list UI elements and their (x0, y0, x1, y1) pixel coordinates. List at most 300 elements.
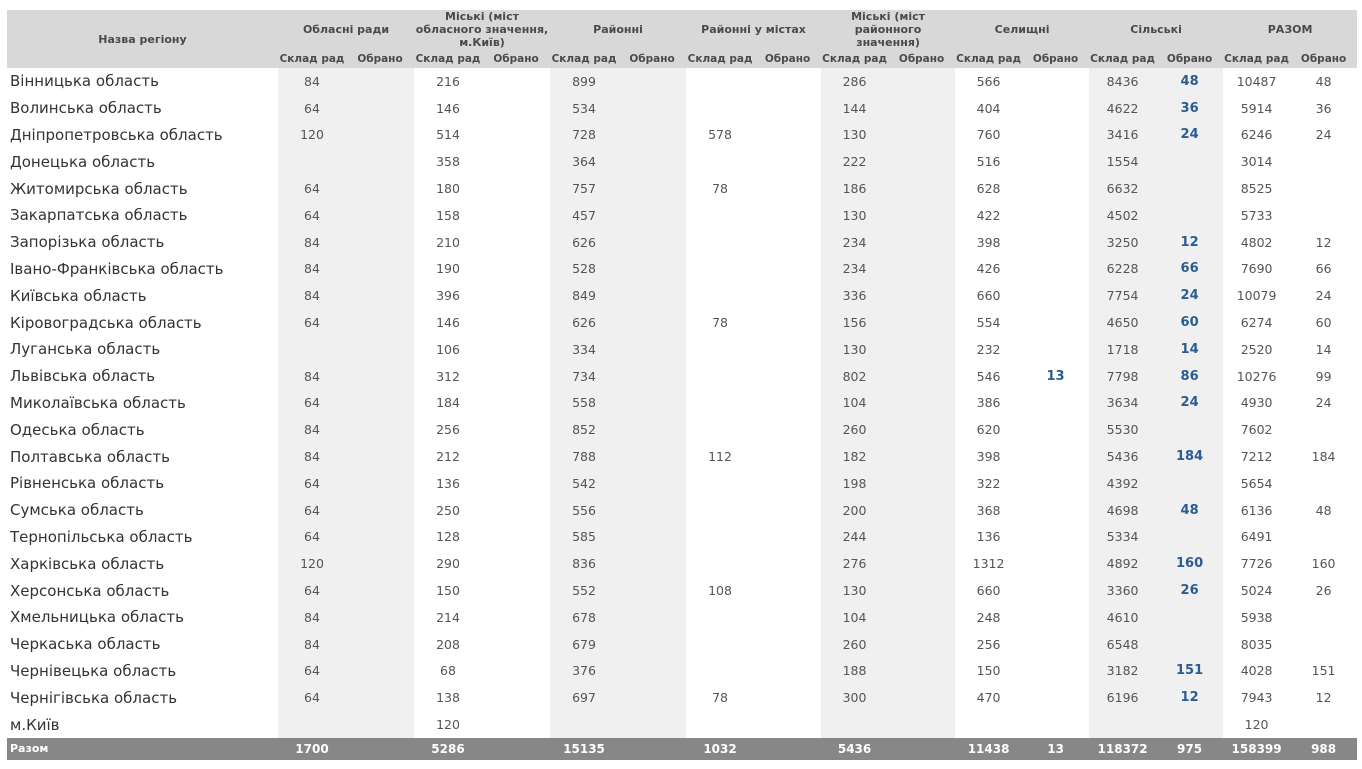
total-elected-cell: 975 (1156, 738, 1223, 760)
elected-cell (346, 202, 414, 229)
elected-cell (1022, 282, 1089, 309)
council-size-cell (686, 497, 754, 524)
council-size-cell: 130 (821, 577, 888, 604)
table-row (7, 175, 1357, 202)
council-size-cell: 64 (278, 202, 346, 229)
council-size-cell: 364 (550, 148, 618, 175)
elected-cell (482, 95, 550, 122)
table-row (7, 631, 1357, 658)
elected-cell (754, 229, 821, 256)
council-size-cell: 322 (976, 475, 1001, 491)
council-size-cell: 514 (436, 127, 460, 143)
council-size-cell: 312 (436, 368, 460, 384)
council-size-cell: 1554 (1089, 148, 1156, 175)
elected-cell (482, 336, 550, 363)
council-size-cell: 198 (821, 470, 888, 497)
elected-cell (888, 416, 955, 443)
council-size-cell: 300 (821, 684, 888, 711)
elected-cell (618, 122, 686, 149)
council-size-cell: 78 (712, 315, 728, 331)
council-size-cell (686, 550, 754, 577)
elected-cell (754, 175, 821, 202)
column-group-city-oblast: Міські (міст обласного значення, м.Київ) (415, 10, 549, 49)
council-size-cell: 802 (821, 363, 888, 390)
council-size-cell: 190 (436, 261, 460, 277)
table-row (7, 148, 1357, 175)
elected-cell (888, 524, 955, 551)
elected-cell (346, 631, 414, 658)
elected-cell (754, 577, 821, 604)
elected-cell (482, 256, 550, 283)
council-size-cell: 158 (436, 207, 460, 223)
region-name: Львівська область (10, 367, 156, 386)
table-row (7, 68, 1357, 95)
elected-cell (346, 684, 414, 711)
elected-cell (618, 390, 686, 417)
elected-cell (618, 550, 686, 577)
elected-cell (754, 363, 821, 390)
elected-cell (1022, 229, 1089, 256)
elected-cell (482, 122, 550, 149)
elected-cell (482, 604, 550, 631)
elected-cell (618, 470, 686, 497)
elected-cell (482, 416, 550, 443)
elected-cell: 12 (1156, 229, 1223, 256)
column-header-council-size[interactable]: Склад рад (550, 49, 618, 68)
council-size-cell: 10487 (1236, 73, 1277, 89)
elected-cell: 66 (1156, 256, 1223, 283)
council-size-cell: 64 (278, 497, 346, 524)
elected-cell (1156, 631, 1223, 658)
council-size-cell: 396 (436, 288, 460, 304)
elected-cell (346, 416, 414, 443)
elected-cell (1022, 202, 1089, 229)
council-size-cell: 10079 (1236, 288, 1277, 304)
council-size-cell: 4622 (1089, 95, 1156, 122)
council-size-cell: 64 (278, 390, 346, 417)
elected-cell (888, 631, 955, 658)
council-size-cell: 78 (712, 690, 728, 706)
elected-cell: 151 (1156, 658, 1223, 685)
council-size-cell: 64 (278, 175, 346, 202)
elected-cell (1022, 175, 1089, 202)
elected-cell (888, 684, 955, 711)
elected-cell (618, 336, 686, 363)
council-size-cell: 6228 (1089, 256, 1156, 283)
elected-cell (754, 282, 821, 309)
elected-cell (482, 202, 550, 229)
elected-cell (618, 604, 686, 631)
region-name: Кіровоградська область (10, 313, 202, 332)
council-size-cell: 182 (821, 443, 888, 470)
column-header-elected[interactable]: Обрано (888, 49, 955, 68)
council-size-cell: 106 (436, 341, 460, 357)
elected-cell: 36 (1156, 95, 1223, 122)
council-size-cell (686, 416, 754, 443)
elected-cell: 60 (1156, 309, 1223, 336)
elected-cell (346, 658, 414, 685)
council-size-cell: 128 (436, 529, 460, 545)
council-size-cell: 5654 (1240, 475, 1273, 491)
elected-cell (346, 148, 414, 175)
council-size-cell: 457 (550, 202, 618, 229)
council-size-cell: 697 (550, 684, 618, 711)
elected-cell (754, 202, 821, 229)
council-size-cell: 200 (821, 497, 888, 524)
elected-cell: 24 (1315, 288, 1332, 304)
council-size-cell: 64 (278, 684, 346, 711)
council-size-cell: 6632 (1089, 175, 1156, 202)
council-size-cell: 1312 (972, 556, 1005, 572)
table-row (7, 497, 1357, 524)
total-elected-cell (888, 738, 955, 760)
elected-cell (618, 95, 686, 122)
council-size-cell: 112 (708, 449, 732, 465)
region-name: м.Київ (10, 715, 60, 734)
elected-cell (1290, 175, 1357, 202)
elected-cell (888, 443, 955, 470)
elected-cell (754, 550, 821, 577)
council-size-cell: 256 (436, 422, 460, 438)
table-row (7, 524, 1357, 551)
column-header-elected[interactable]: Обрано (482, 49, 550, 68)
elected-cell (618, 497, 686, 524)
council-size-cell: 336 (821, 282, 888, 309)
council-size-cell: 84 (278, 68, 346, 95)
elected-cell: 12 (1156, 684, 1223, 711)
council-size-cell: 104 (821, 604, 888, 631)
council-size-cell: 260 (821, 631, 888, 658)
elected-cell (888, 390, 955, 417)
council-size-cell: 3360 (1089, 577, 1156, 604)
council-results-table (7, 10, 1357, 760)
council-size-cell: 210 (436, 234, 460, 250)
council-size-cell: 3634 (1089, 390, 1156, 417)
council-size-cell: 84 (278, 416, 346, 443)
elected-cell (618, 524, 686, 551)
council-size-cell: 534 (550, 95, 618, 122)
column-header-region[interactable]: Назва регіону (7, 10, 278, 68)
elected-cell (754, 524, 821, 551)
elected-cell (346, 229, 414, 256)
elected-cell (754, 631, 821, 658)
table-footer (7, 738, 1357, 760)
council-size-cell: 286 (821, 68, 888, 95)
elected-cell: 24 (1156, 122, 1223, 149)
council-size-cell: 256 (976, 636, 1001, 652)
council-size-cell: 64 (278, 470, 346, 497)
council-size-cell: 4930 (1240, 395, 1273, 411)
column-header-elected[interactable]: Обрано (754, 49, 821, 68)
council-size-cell: 788 (550, 443, 618, 470)
council-size-cell: 542 (550, 470, 618, 497)
council-size-cell: 8525 (1240, 181, 1273, 197)
council-size-cell: 4698 (1089, 497, 1156, 524)
elected-cell (482, 550, 550, 577)
council-size-cell: 404 (976, 100, 1001, 116)
council-size-cell: 470 (976, 690, 1001, 706)
table-row (7, 550, 1357, 577)
elected-cell (482, 363, 550, 390)
council-size-cell: 376 (550, 658, 618, 685)
council-size-cell: 156 (821, 309, 888, 336)
council-size-cell: 852 (550, 416, 618, 443)
council-size-cell: 84 (278, 256, 346, 283)
column-header-elected[interactable]: Обрано (618, 49, 686, 68)
elected-cell (888, 95, 955, 122)
column-group-settlement: Селищні (955, 10, 1089, 49)
elected-cell: 48 (1156, 68, 1223, 95)
council-size-cell (686, 282, 754, 309)
council-size-cell (821, 711, 888, 738)
council-size-cell: 734 (550, 363, 618, 390)
elected-cell (754, 658, 821, 685)
elected-cell (1022, 443, 1089, 470)
council-size-cell: 104 (821, 390, 888, 417)
elected-cell: 24 (1315, 127, 1332, 143)
elected-cell (754, 604, 821, 631)
elected-cell (1290, 148, 1357, 175)
elected-cell (888, 229, 955, 256)
column-header-council-size[interactable]: Склад рад (278, 49, 346, 68)
council-size-cell: 7754 (1089, 282, 1156, 309)
region-name: Сумська область (10, 501, 144, 520)
elected-cell (346, 122, 414, 149)
total-elected-cell: 13 (1022, 738, 1089, 760)
total-council-size-cell: 1700 (278, 738, 346, 760)
elected-cell (754, 68, 821, 95)
council-size-cell: 422 (976, 207, 1001, 223)
elected-cell (346, 363, 414, 390)
region-name: Луганська область (10, 340, 161, 359)
total-council-size-cell: 158399 (1223, 738, 1290, 760)
council-size-cell: 3182 (1089, 658, 1156, 685)
council-size-cell: 4650 (1089, 309, 1156, 336)
elected-cell (482, 148, 550, 175)
elected-cell (888, 68, 955, 95)
council-size-cell: 3416 (1089, 122, 1156, 149)
region-name: Миколаївська область (10, 393, 186, 412)
table-row (7, 416, 1357, 443)
elected-cell (618, 256, 686, 283)
elected-cell (1022, 470, 1089, 497)
region-name: Чернівецька область (10, 661, 177, 680)
council-size-cell: 248 (976, 609, 1001, 625)
council-size-cell: 146 (436, 100, 460, 116)
elected-cell (618, 684, 686, 711)
council-size-cell (686, 256, 754, 283)
elected-cell: 36 (1315, 100, 1332, 116)
column-group-village: Сільські (1089, 10, 1223, 49)
elected-cell (888, 363, 955, 390)
elected-cell (346, 68, 414, 95)
council-size-cell: 4892 (1089, 550, 1156, 577)
elected-cell (482, 497, 550, 524)
elected-cell (346, 443, 414, 470)
elected-cell (1022, 497, 1089, 524)
council-size-cell (955, 711, 1022, 738)
council-size-cell: 216 (436, 73, 460, 89)
table-row (7, 309, 1357, 336)
elected-cell (1290, 470, 1357, 497)
council-size-cell: 276 (821, 550, 888, 577)
elected-cell (888, 122, 955, 149)
elected-cell (888, 309, 955, 336)
council-size-cell: 8035 (1240, 636, 1273, 652)
table-row (7, 443, 1357, 470)
council-size-cell (550, 711, 618, 738)
council-size-cell: 150 (436, 583, 460, 599)
elected-cell (618, 363, 686, 390)
council-size-cell: 7798 (1089, 363, 1156, 390)
council-size-cell: 552 (550, 577, 618, 604)
elected-cell (1290, 631, 1357, 658)
elected-cell: 14 (1156, 336, 1223, 363)
elected-cell (1156, 148, 1223, 175)
elected-cell (888, 256, 955, 283)
table-row (7, 658, 1357, 685)
column-header-elected[interactable]: Обрано (1156, 49, 1223, 68)
council-size-cell: 626 (550, 309, 618, 336)
column-header-council-size[interactable]: Склад рад (686, 49, 754, 68)
region-name: Вінницька область (10, 72, 159, 91)
region-name: Рівненська область (10, 474, 165, 493)
council-size-cell: 4610 (1089, 604, 1156, 631)
elected-cell (888, 336, 955, 363)
council-size-cell (278, 336, 346, 363)
elected-cell: 48 (1315, 73, 1332, 89)
council-size-cell: 222 (821, 148, 888, 175)
elected-cell (1022, 711, 1089, 738)
council-size-cell: 186 (821, 175, 888, 202)
council-size-cell: 679 (550, 631, 618, 658)
elected-cell (1156, 711, 1223, 738)
total-council-size-cell: 118372 (1089, 738, 1156, 760)
council-size-cell: 260 (821, 416, 888, 443)
column-group-city-raion: Міські (міст районного значення) (821, 10, 955, 49)
council-size-cell: 6196 (1089, 684, 1156, 711)
council-size-cell: 136 (976, 529, 1001, 545)
total-label: Разом (7, 738, 278, 760)
total-council-size-cell: 5436 (821, 738, 888, 760)
council-size-cell (686, 148, 754, 175)
elected-cell (346, 550, 414, 577)
elected-cell (1022, 95, 1089, 122)
elected-cell (888, 148, 955, 175)
council-size-cell: 1718 (1089, 336, 1156, 363)
table-row (7, 684, 1357, 711)
column-header-elected[interactable]: Обрано (346, 49, 414, 68)
elected-cell (1156, 604, 1223, 631)
elected-cell (482, 175, 550, 202)
elected-cell (482, 684, 550, 711)
council-size-cell: 120 (436, 717, 460, 733)
table-row (7, 122, 1357, 149)
column-header-council-size[interactable]: Склад рад (1089, 49, 1156, 68)
region-name: Харківська область (10, 554, 165, 573)
total-elected-cell (482, 738, 550, 760)
column-header-council-size[interactable]: Склад рад (821, 49, 888, 68)
council-size-cell: 84 (278, 229, 346, 256)
council-size-cell: 212 (436, 449, 460, 465)
elected-cell (482, 282, 550, 309)
council-size-cell: 234 (821, 256, 888, 283)
elected-cell (1022, 309, 1089, 336)
elected-cell (1022, 550, 1089, 577)
council-size-cell: 6246 (1240, 127, 1273, 143)
elected-cell (754, 443, 821, 470)
council-size-cell (686, 711, 754, 738)
column-header-council-size[interactable]: Склад рад (414, 49, 482, 68)
council-size-cell: 120 (278, 122, 346, 149)
council-size-cell: 84 (278, 363, 346, 390)
table-row (7, 577, 1357, 604)
region-name: Херсонська область (10, 581, 170, 600)
elected-cell (888, 604, 955, 631)
elected-cell: 12 (1315, 234, 1332, 250)
table-row (7, 470, 1357, 497)
council-size-cell: 7212 (1240, 449, 1273, 465)
elected-cell (1022, 148, 1089, 175)
council-size-cell: 250 (436, 502, 460, 518)
elected-cell (618, 416, 686, 443)
council-size-cell (686, 229, 754, 256)
column-group-total: РАЗОМ (1223, 10, 1357, 49)
elected-cell (618, 631, 686, 658)
total-elected-cell: 988 (1290, 738, 1357, 760)
council-size-cell: 188 (821, 658, 888, 685)
column-header-council-size[interactable]: Склад рад (1223, 49, 1290, 68)
elected-cell (754, 309, 821, 336)
column-header-elected[interactable]: Обрано (1290, 49, 1357, 68)
column-header-elected[interactable]: Обрано (1022, 49, 1089, 68)
elected-cell (1156, 416, 1223, 443)
elected-cell (482, 577, 550, 604)
elected-cell (754, 148, 821, 175)
elected-cell (1022, 416, 1089, 443)
council-size-cell: 368 (976, 502, 1001, 518)
council-size-cell: 5530 (1089, 416, 1156, 443)
council-size-cell: 7726 (1240, 556, 1273, 572)
elected-cell (482, 658, 550, 685)
column-group-oblast: Обласні ради (278, 10, 414, 49)
council-size-cell: 6274 (1240, 315, 1273, 331)
total-council-size-cell: 15135 (550, 738, 618, 760)
council-size-cell: 84 (278, 604, 346, 631)
elected-cell (346, 497, 414, 524)
elected-cell (618, 577, 686, 604)
elected-cell (346, 470, 414, 497)
elected-cell (1022, 631, 1089, 658)
elected-cell: 13 (1046, 368, 1065, 384)
council-size-cell: 626 (550, 229, 618, 256)
council-size-cell (686, 470, 754, 497)
elected-cell: 160 (1156, 550, 1223, 577)
column-header-council-size[interactable]: Склад рад (955, 49, 1022, 68)
council-size-cell: 78 (712, 181, 728, 197)
council-size-cell: 146 (436, 315, 460, 331)
elected-cell (888, 658, 955, 685)
council-size-cell: 578 (708, 127, 732, 143)
region-name: Тернопільська область (10, 527, 193, 546)
council-size-cell: 180 (436, 181, 460, 197)
elected-cell (482, 229, 550, 256)
elected-cell (1022, 122, 1089, 149)
council-size-cell (1089, 711, 1156, 738)
elected-cell: 26 (1156, 577, 1223, 604)
council-size-cell: 628 (976, 181, 1001, 197)
elected-cell (482, 390, 550, 417)
